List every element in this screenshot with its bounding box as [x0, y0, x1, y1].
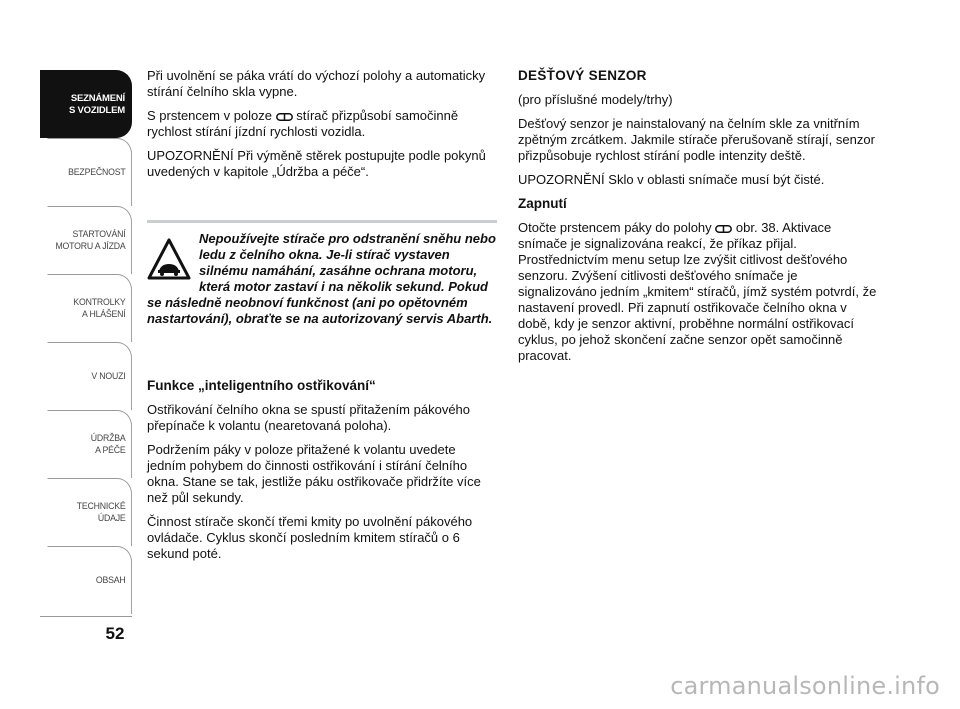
section-title-activation: Zapnutí — [518, 196, 567, 211]
watermark: carmanualsonline.info — [670, 672, 940, 700]
warning-box — [147, 220, 497, 327]
text-segment: Otočte prstencem páky do polohy — [518, 220, 716, 235]
tab-label: V NOUZI — [91, 370, 126, 382]
section-subheading: (pro příslušné modely/trhy) — [518, 92, 673, 107]
tab-seznameni-s-vozidlem[interactable] — [40, 70, 132, 138]
paragraph-rain-sensor-note: UPOZORNĚNÍ Sklo v oblasti snímače musí být čisté. — [518, 172, 825, 187]
paragraph-lever-release: Při uvolnění se páka vrátí do výchozí polohy a automaticky stírání čelního skla vypne. — [147, 68, 486, 99]
sidebar-divider — [40, 616, 132, 617]
tab-label: BEZPEČNOST — [68, 166, 126, 178]
auto-wiper-icon — [276, 113, 293, 121]
paragraph-washer-2: Podržením páky v poloze přitažené k volantu uvedete jedním pohybem do činnosti ostřikování i stírání čelního okna. Stane se tak, jestliže páku ostřikovače přidržíte více než půl sekundy. — [147, 442, 481, 505]
tab-kontrolky[interactable] — [47, 274, 132, 342]
text-segment: obr. 38. Aktivace snímače je signalizována reakcí, že příkaz přijal. Prostřednictvím menu setup lze zvýšit citlivost dešťového senzoru. Zvýšení citlivosti dešťového snímače je signalizováno jedním „kmitem“ stíračů, jímž systém potvrdí, že nastavení provedl. Při zapnutí ostřikovače čelního okna v době, kdy je senzor aktivní, proběhne normální ostřikovací cyklus, po jehož skončení začne senzor opět samočinně pracovat. — [518, 220, 877, 363]
tab-udrzba[interactable] — [47, 410, 132, 478]
section-title-washer: Funkce „inteligentního ostřikování“ — [147, 378, 376, 393]
tab-startovani-motoru[interactable] — [47, 206, 132, 274]
tab-bezpecnost[interactable] — [47, 138, 132, 206]
chapter-sidebar — [40, 70, 132, 614]
tab-technicke-udaje[interactable] — [47, 478, 132, 546]
washer-section — [147, 378, 497, 570]
paragraph-ring-position — [147, 108, 497, 140]
section-heading-rain-sensor: DEŠŤOVÝ SENZOR — [518, 68, 647, 83]
paragraph-washer-1: Ostřikování čelního okna se spustí přitažením pákového přepínače k volantu (nearetovaná poloha). — [147, 402, 471, 433]
paragraph-activation — [518, 220, 878, 364]
left-column — [147, 68, 497, 188]
tab-label: STARTOVÁNÍ MOTORU A JÍZDA — [55, 228, 126, 252]
tab-label: SEZNÁMENÍ S VOZIDLEM — [68, 92, 125, 116]
warning-text: Nepoužívejte stírače pro odstranění sněhu nebo ledu z čelního okna. Je-li stírač vystaven silnému namáhání, zasáhne ochrana motoru, která motor zastaví i na několik sekund. Pokud se následně neobnoví funkčnost (ani po opětovném nastartování), obraťte se na autorizovaný servis Abarth. — [147, 231, 496, 326]
paragraph-washer-3: Činnost stírače skončí třemi kmity po uvolnění pákového ovládače. Cyklus skončí posledním kmitem stíračů o 6 sekund poté. — [147, 514, 473, 561]
tab-obsah[interactable] — [47, 546, 132, 614]
auto-wiper-icon — [715, 225, 732, 233]
warning-triangle-icon — [147, 237, 191, 281]
tab-label: ÚDRŽBA A PÉČE — [90, 432, 126, 456]
tab-v-nouzi[interactable] — [47, 342, 132, 410]
text-segment: stírač přizpůsobí samočinně rychlost stírání jízdní rychlosti vozidla. — [147, 108, 459, 139]
tab-label: KONTROLKY A HLÁŠENÍ — [73, 296, 126, 320]
tab-label: OBSAH — [95, 574, 126, 586]
page-number: 52 — [105, 624, 125, 643]
right-column — [518, 68, 878, 372]
paragraph-note-blades: UPOZORNĚNÍ Při výměně stěrek postupujte podle pokynů uvedených v kapitole „Údržba a péče“. — [147, 148, 486, 179]
tab-label: TECHNICKÉ ÚDAJE — [76, 500, 126, 524]
text-segment: S prstencem v poloze — [147, 108, 276, 123]
paragraph-rain-sensor-1: Dešťový senzor je nainstalovaný na čelním skle za vnitřním zpětným zrcátkem. Jakmile stírače přerušovaně stírají, senzor přizpůsobuje rychlost stírání podle intenzity deště. — [518, 116, 875, 163]
